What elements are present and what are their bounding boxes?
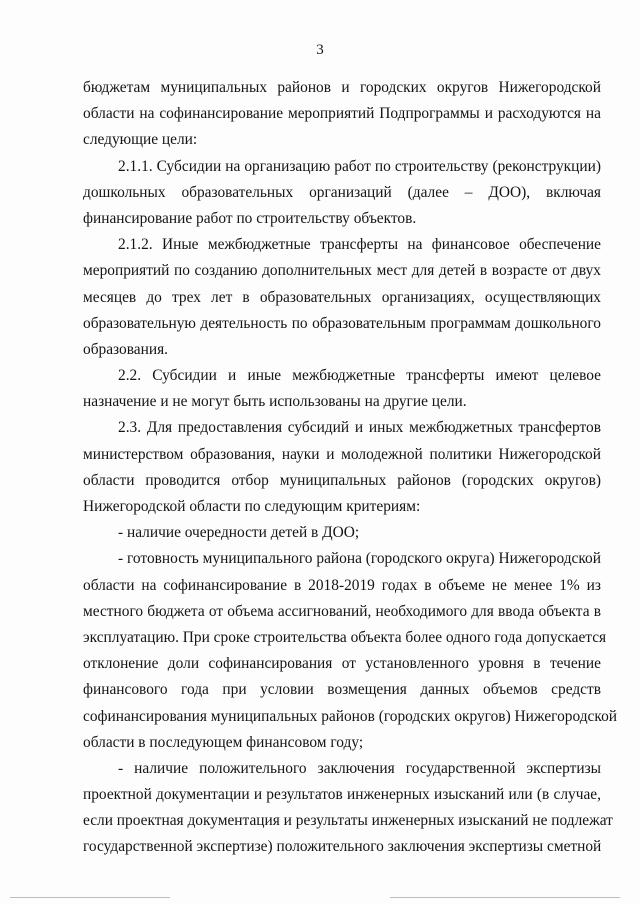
text-line: - наличие очередности детей в ДОО; xyxy=(118,524,360,542)
text-line: образовательную деятельность по образовательным программам дошкольного xyxy=(83,314,601,332)
text-line: образования. xyxy=(83,340,169,358)
text-line: 2.2. Субсидии и иные межбюджетные трансферты имеют целевое xyxy=(118,367,601,385)
text-line: проектной документации и результатов инженерных изысканий или (в случае, xyxy=(83,786,601,804)
text-line: министерством образования, науки и молодежной политики Нижегородской xyxy=(83,445,601,463)
text-line: 2.3. Для предоставления субсидий и иных межбюджетных трансфертов xyxy=(118,419,601,437)
document-body xyxy=(83,75,618,861)
text-line: эксплуатацию. При сроке строительства объекта более одного года допускается xyxy=(83,628,607,646)
scan-artifact xyxy=(10,897,170,898)
text-line: назначение и не могут быть использованы на другие цели. xyxy=(83,393,467,411)
text-line: мероприятий по созданию дополнительных мест для детей в возрасте от двух xyxy=(83,262,601,280)
text-line: если проектная документация и результаты инженерных изысканий не подлежат xyxy=(83,812,613,830)
text-line: месяцев до трех лет в образовательных организациях, осуществляющих xyxy=(83,288,601,306)
text-line: области проводится отбор муниципальных районов (городских округов) xyxy=(83,471,601,489)
text-line: области на софинансирование мероприятий Подпрограммы и расходуются на xyxy=(83,105,601,123)
page-number: 3 xyxy=(316,42,324,58)
text-line: следующие цели: xyxy=(83,131,198,149)
scan-artifact xyxy=(390,897,620,898)
text-line: 2.1.2. Иные межбюджетные трансферты на финансовое обеспечение xyxy=(118,236,601,254)
text-line: бюджетам муниципальных районов и городских округов Нижегородской xyxy=(83,79,601,96)
text-line: области на софинансирование в 2018-2019 годах в объеме не менее 1% из xyxy=(83,576,601,594)
text-line: финансового года при условии возмещения данных объемов средств xyxy=(83,681,601,699)
text-line: дошкольных образовательных организаций (далее – ДОО), включая xyxy=(83,183,601,201)
text-line: софинансирования муниципальных районов (городских округов) Нижегородской xyxy=(83,707,618,725)
text-line: местного бюджета от объема ассигнований, необходимого для ввода объекта в xyxy=(83,602,601,620)
text-line: отклонение доли софинансирования от установленного уровня в течение xyxy=(83,655,601,673)
text-line: государственной экспертизе) положительного заключения экспертизы сметной xyxy=(83,838,602,856)
text-line: Нижегородской области по следующим критериям: xyxy=(83,498,421,515)
text-line: 2.1.1. Субсидии на организацию работ по строительству (реконструкции) xyxy=(118,157,601,175)
text-line: финансирование работ по строительству объектов. xyxy=(83,209,417,227)
text-line: - наличие положительного заключения государственной экспертизы xyxy=(118,759,601,777)
text-line: - готовность муниципального района (городского округа) Нижегородской xyxy=(118,550,601,568)
text-line: области в последующем финансовом году; xyxy=(83,733,364,751)
